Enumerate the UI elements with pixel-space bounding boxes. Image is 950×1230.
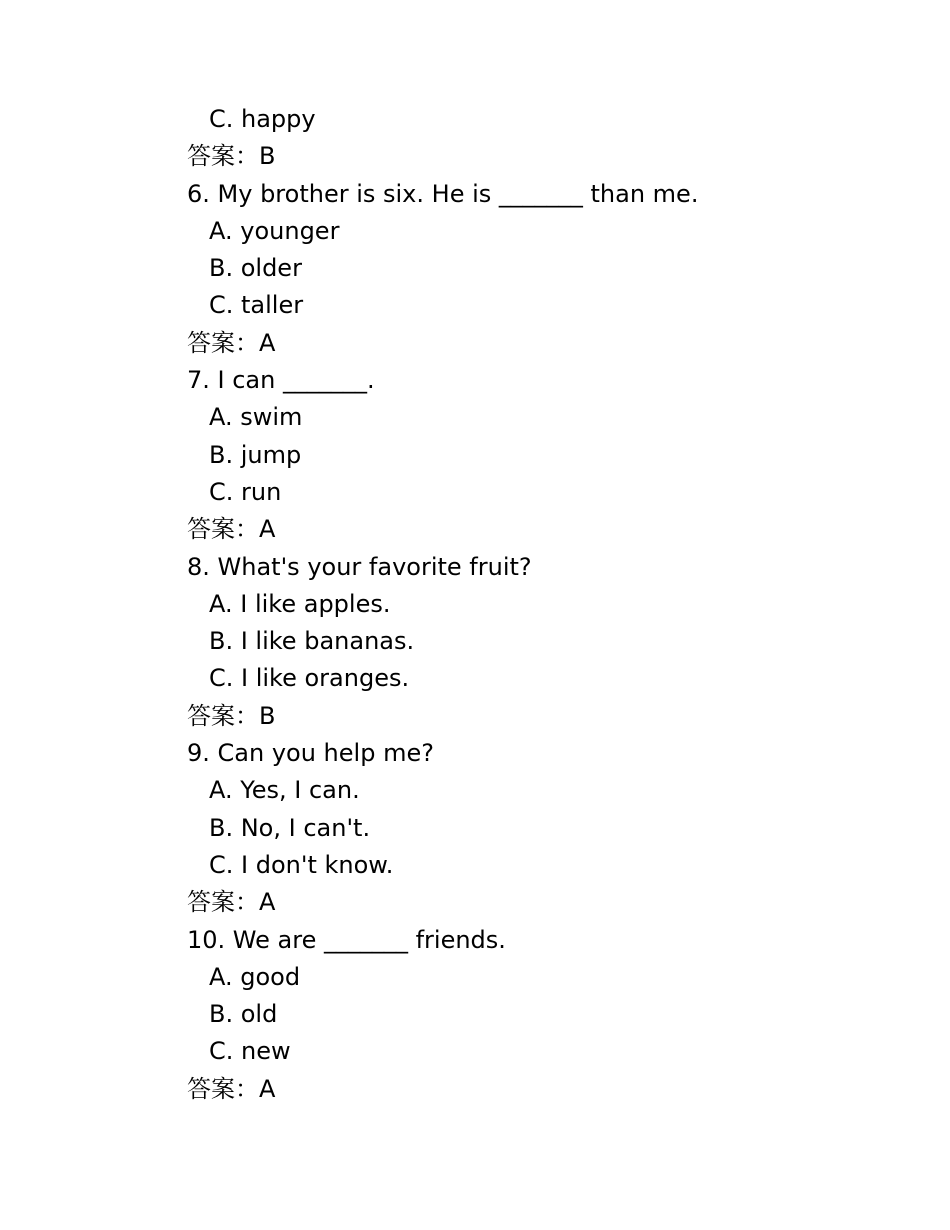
quiz-content: [187, 101, 887, 1108]
answer-line: 答案：B: [187, 142, 276, 171]
answer-line: 答案：A: [187, 515, 276, 544]
option-line: C. happy: [209, 105, 316, 133]
option-line: A. swim: [209, 403, 303, 432]
answer-line: 答案：A: [187, 1074, 276, 1103]
option-line: A. I like apples.: [209, 589, 391, 618]
question-line: 7. I can _______.: [187, 366, 375, 395]
answer-line: 答案：A: [187, 888, 276, 917]
option-line: B. I like bananas.: [209, 627, 415, 656]
option-line: B. older: [209, 254, 302, 283]
option-line: C. I don't know.: [209, 850, 394, 879]
option-line: C. I like oranges.: [209, 664, 410, 693]
option-line: B. No, I can't.: [209, 813, 371, 842]
answer-line: 答案：B: [187, 701, 276, 730]
option-line: B. old: [209, 1000, 278, 1029]
question-line: 8. What's your favorite fruit?: [187, 552, 532, 581]
option-line: B. jump: [209, 440, 302, 469]
question-line: 10. We are _______ friends.: [187, 925, 506, 954]
answer-line: 答案：A: [187, 328, 276, 357]
option-line: A. younger: [209, 216, 340, 245]
option-line: A. Yes, I can.: [209, 776, 360, 805]
option-line: C. run: [209, 477, 282, 506]
option-line: C. new: [209, 1037, 291, 1066]
question-line: 6. My brother is six. He is _______ than me.: [187, 179, 699, 208]
option-line: C. taller: [209, 291, 304, 320]
option-line: A. good: [209, 962, 301, 991]
question-line: 9. Can you help me?: [187, 739, 434, 768]
